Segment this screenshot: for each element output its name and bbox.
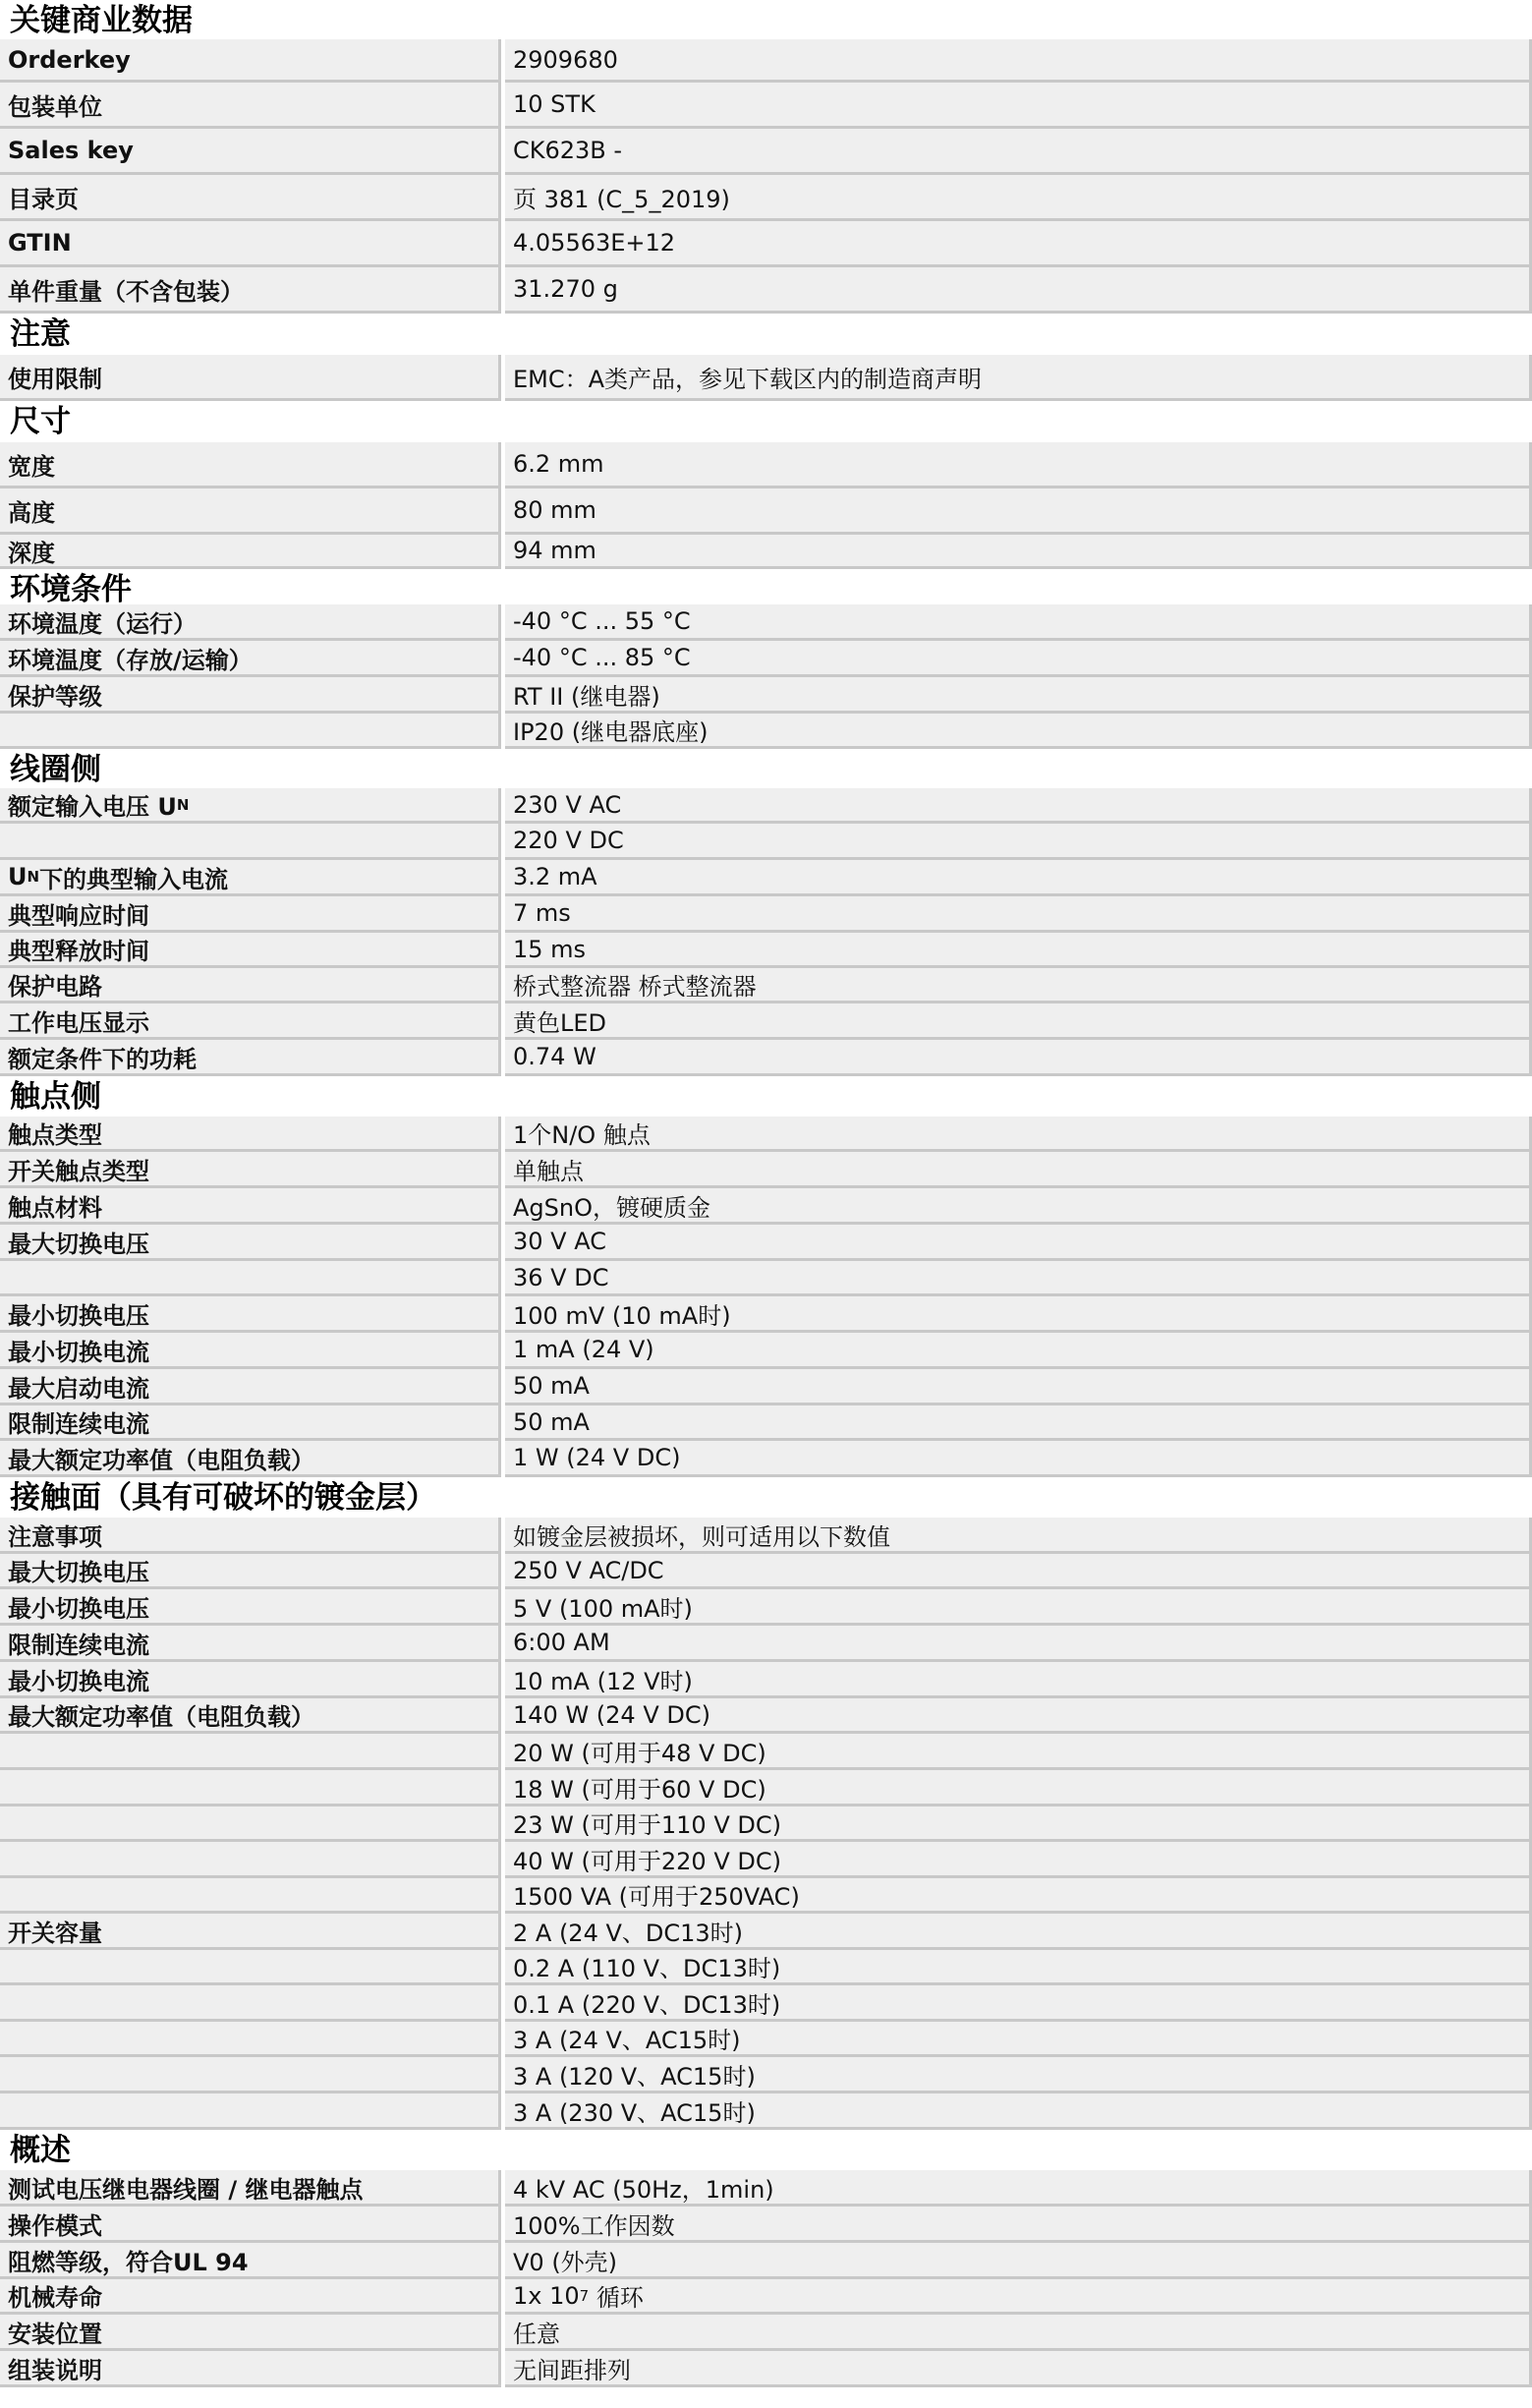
spec-row [0, 896, 1532, 933]
spec-label [0, 968, 501, 1003]
spec-label [0, 175, 501, 221]
spec-label-text: 单件重量（不含包装） [8, 277, 244, 306]
spec-value [505, 355, 1532, 401]
spec-value [505, 1950, 1532, 1985]
spec-row [0, 604, 1532, 641]
spec-row [0, 1369, 1532, 1405]
spec-row [0, 1842, 1532, 1878]
spec-label [0, 1296, 501, 1333]
spec-value [505, 1806, 1532, 1842]
spec-label-text: 触点类型 [8, 1121, 102, 1149]
spec-label [0, 1842, 501, 1878]
spec-value [505, 2315, 1532, 2351]
spec-value [505, 1770, 1532, 1806]
spec-value-text: 250 V AC/DC [513, 1556, 664, 1584]
spec-label [0, 1003, 501, 1040]
spec-value-text: 2 A (24 V、DC13时) [513, 1919, 744, 1947]
spec-value [505, 2207, 1532, 2243]
spec-label-text: 开关触点类型 [8, 1157, 149, 1185]
section-title: 触点侧 [10, 1079, 101, 1115]
spec-value-text: 6:00 AM [513, 1629, 610, 1656]
spec-label-text: 使用限制 [8, 365, 102, 393]
spec-row [0, 1225, 1532, 1261]
spec-value [505, 267, 1532, 314]
spec-value [505, 442, 1532, 488]
spec-value [505, 535, 1532, 569]
spec-label [0, 39, 501, 83]
spec-label [0, 267, 501, 314]
spec-row [0, 1914, 1532, 1950]
spec-label-text: 操作模式 [8, 2211, 102, 2240]
spec-row [0, 1554, 1532, 1589]
spec-value [505, 1040, 1532, 1076]
spec-label [0, 2279, 501, 2315]
spec-row [0, 2351, 1532, 2387]
spec-value-text: 6.2 mm [513, 450, 604, 478]
spec-value [505, 129, 1532, 175]
spec-value-text: CK623B - [513, 137, 623, 164]
spec-label-text: 下的典型输入电流 [39, 865, 229, 893]
spec-label-text: 最小切换电压 [8, 1594, 149, 1623]
spec-label [0, 1914, 501, 1950]
spec-label [0, 604, 501, 641]
spec-label [0, 355, 501, 401]
spec-label [0, 1225, 501, 1261]
spec-label [0, 1261, 501, 1296]
spec-value [505, 824, 1532, 860]
spec-value-text: V0 (外壳) [513, 2248, 618, 2276]
spec-value-text: RT II (继电器) [513, 682, 660, 711]
spec-value-text: 3 A (24 V、AC15时) [513, 2027, 741, 2054]
spec-value-text: 140 W (24 V DC) [513, 1700, 710, 1729]
spec-row [0, 788, 1532, 824]
spec-value [505, 1734, 1532, 1770]
spec-label [0, 1734, 501, 1770]
spec-label-text: 环境温度（存放/运输） [8, 646, 253, 674]
spec-value-text: 30 V AC [513, 1228, 606, 1255]
spec-value [505, 1518, 1532, 1554]
spec-value [505, 788, 1532, 824]
spec-row [0, 39, 1532, 83]
spec-label-text: 环境温度（运行） [8, 609, 197, 638]
spec-label-text: 保护电路 [8, 973, 102, 1001]
spec-value-text: 1 W (24 V DC) [513, 1444, 681, 1471]
spec-label [0, 488, 501, 535]
spec-label-text: 宽度 [8, 452, 55, 481]
spec-row [0, 968, 1532, 1003]
spec-row [0, 2315, 1532, 2351]
spec-value [505, 2170, 1532, 2207]
spec-row [0, 1405, 1532, 1441]
spec-value-text: 0.1 A (220 V、DC13时) [513, 1990, 781, 2019]
spec-row [0, 1626, 1532, 1662]
spec-row [0, 1333, 1532, 1369]
spec-value [505, 1914, 1532, 1950]
spec-label-text: 高度 [8, 498, 55, 527]
spec-row [0, 1261, 1532, 1296]
spec-value-text: 10 mA (12 V时) [513, 1667, 693, 1695]
spec-value [505, 1405, 1532, 1441]
spec-value-text: 2909680 [513, 45, 618, 74]
spec-label [0, 1770, 501, 1806]
spec-row [0, 1698, 1532, 1734]
spec-value-text: 5 V (100 mA时) [513, 1594, 693, 1623]
spec-value [505, 83, 1532, 129]
spec-value-text: 36 V DC [513, 1263, 609, 1291]
spec-value [505, 714, 1532, 749]
spec-row [0, 677, 1532, 714]
spec-row [0, 1518, 1532, 1554]
spec-value [505, 1003, 1532, 1040]
spec-label-text: 触点材料 [8, 1193, 102, 1222]
spec-row [0, 175, 1532, 221]
spec-label-text: 最大启动电流 [8, 1374, 149, 1403]
spec-row [0, 488, 1532, 535]
spec-value-text: 3 A (230 V、AC15时) [513, 2098, 756, 2127]
spec-value [505, 641, 1532, 677]
spec-value-text: -40 °C ... 55 °C [513, 607, 691, 635]
spec-value [505, 604, 1532, 641]
spec-value-text: 10 STK [513, 90, 596, 118]
spec-value [505, 1626, 1532, 1662]
spec-label-text: 包装单位 [8, 92, 102, 121]
spec-value-text: 15 ms [513, 935, 587, 963]
spec-label [0, 2170, 501, 2207]
spec-value-text: 1个N/O 触点 [513, 1121, 651, 1149]
spec-value-text: 黄色LED [513, 1008, 607, 1037]
spec-value [505, 1296, 1532, 1333]
spec-value-text: 3.2 mA [513, 863, 597, 890]
spec-value-text: 94 mm [513, 537, 596, 564]
spec-label [0, 933, 501, 968]
spec-row [0, 2057, 1532, 2093]
spec-label-text: 典型释放时间 [8, 938, 149, 965]
spec-value-text: 40 W (可用于220 V DC) [513, 1847, 781, 1875]
spec-value-text: 4.05563E+12 [513, 229, 676, 257]
spec-label [0, 2207, 501, 2243]
spec-row [0, 933, 1532, 968]
spec-label [0, 1518, 501, 1554]
spec-value [505, 1369, 1532, 1405]
spec-row [0, 2093, 1532, 2130]
spec-label-text: 限制连续电流 [8, 1410, 149, 1438]
spec-label [0, 1117, 501, 1152]
spec-label-text: 最大切换电压 [8, 1230, 149, 1258]
spec-value [505, 2093, 1532, 2130]
spec-value [505, 488, 1532, 535]
spec-label-text: 最小切换电流 [8, 1667, 149, 1695]
spec-value-unit: 循环 [589, 2284, 644, 2312]
spec-value [505, 1117, 1532, 1152]
spec-row [0, 1589, 1532, 1626]
spec-value-text: 如镀金层被损坏，则可适用以下数值 [513, 1522, 890, 1551]
spec-value-text: 230 V AC [513, 790, 622, 819]
spec-label: U N 下的典型输入电流 [0, 860, 501, 896]
spec-value-text: IP20 (继电器底座) [513, 718, 709, 746]
spec-value-text: 220 V DC [513, 827, 624, 854]
spec-row [0, 860, 1532, 896]
spec-value [505, 677, 1532, 714]
spec-row [0, 1296, 1532, 1333]
spec-label [0, 677, 501, 714]
spec-row [0, 129, 1532, 175]
spec-label [0, 2022, 501, 2057]
spec-label-text: 保护等级 [8, 682, 102, 711]
spec-label [0, 1806, 501, 1842]
spec-value-text: 单触点 [513, 1157, 584, 1185]
spec-label-text: 安装位置 [8, 2320, 102, 2348]
spec-row [0, 824, 1532, 860]
spec-value-text: 100 mV (10 mA时) [513, 1301, 731, 1330]
spec-label [0, 2315, 501, 2351]
spec-value [505, 1554, 1532, 1589]
spec-value-text: 50 mA [513, 1372, 590, 1400]
spec-row [0, 442, 1532, 488]
section-title: 概述 [10, 2133, 71, 2168]
spec-value [505, 2243, 1532, 2279]
spec-label-text: 组装说明 [8, 2356, 102, 2384]
spec-label [0, 2351, 501, 2387]
spec-row [0, 2279, 1532, 2315]
spec-row [0, 714, 1532, 749]
section-title: 线圈侧 [10, 752, 101, 787]
spec-label [0, 83, 501, 129]
spec-row [0, 1188, 1532, 1225]
spec-label [0, 1441, 501, 1477]
spec-value-text: 0.2 A (110 V、DC13时) [513, 1955, 781, 1982]
spec-row [0, 2243, 1532, 2279]
spec-value-text: 20 W (可用于48 V DC) [513, 1739, 766, 1767]
spec-label-text: 额定输入电压 U [8, 793, 177, 821]
spec-label-text: Orderkey [8, 45, 131, 74]
spec-value-text: 任意 [513, 2320, 560, 2348]
spec-label [0, 535, 501, 569]
spec-row [0, 83, 1532, 129]
spec-label-text: 机械寿命 [8, 2284, 102, 2312]
spec-label [0, 2093, 501, 2130]
spec-label-text: Sales key [8, 137, 134, 164]
spec-value [505, 1225, 1532, 1261]
spec-row [0, 1878, 1532, 1914]
spec-row [0, 1441, 1532, 1477]
spec-label [0, 824, 501, 860]
section-title: 注意 [10, 316, 71, 352]
spec-value [505, 2057, 1532, 2093]
spec-label [0, 1698, 501, 1734]
spec-value [505, 1333, 1532, 1369]
spec-value-text: -40 °C ... 85 °C [513, 644, 691, 671]
spec-value-text: 1x 10 [513, 2281, 580, 2310]
spec-label-text: 测试电压继电器线圈 / 继电器触点 [8, 2175, 364, 2204]
section-title: 接触面（具有可破坏的镀金层） [10, 1480, 436, 1516]
spec-row [0, 535, 1532, 569]
spec-label [0, 2243, 501, 2279]
spec-label-text: 深度 [8, 539, 55, 567]
spec-label-text: 阻燃等级，符合UL 94 [8, 2248, 249, 2276]
spec-value [505, 933, 1532, 968]
spec-row [0, 1770, 1532, 1806]
spec-value [505, 39, 1532, 83]
spec-value [505, 860, 1532, 896]
spec-value-text: 无间距排列 [513, 2356, 631, 2384]
spec-value [505, 2351, 1532, 2387]
spec-label [0, 1554, 501, 1589]
spec-label-text: 最大额定功率值（电阻负载） [8, 1703, 314, 1731]
spec-label-text: 最小切换电流 [8, 1338, 149, 1366]
spec-row [0, 1806, 1532, 1842]
spec-row [0, 1152, 1532, 1188]
spec-value [505, 1152, 1532, 1188]
spec-label [0, 1152, 501, 1188]
spec-label-text: 最大额定功率值（电阻负载） [8, 1446, 314, 1474]
spec-label [0, 1333, 501, 1369]
spec-value-text: 4 kV AC (50Hz，1min) [513, 2175, 774, 2204]
spec-row [0, 2207, 1532, 2243]
spec-row [0, 221, 1532, 267]
spec-value [505, 1842, 1532, 1878]
spec-value-text: 3 A (120 V、AC15时) [513, 2062, 756, 2091]
spec-row [0, 2022, 1532, 2057]
spec-value [505, 1261, 1532, 1296]
spec-label [0, 1662, 501, 1698]
spec-label [0, 1405, 501, 1441]
spec-label-symbol: U [8, 863, 28, 890]
section-title: 关键商业数据 [10, 3, 193, 38]
spec-label [0, 1878, 501, 1914]
spec-label-text: 典型响应时间 [8, 901, 149, 930]
spec-label-text: 工作电压显示 [8, 1008, 149, 1037]
spec-value [505, 1698, 1532, 1734]
spec-row [0, 1985, 1532, 2022]
spec-row [0, 1117, 1532, 1152]
section-title: 环境条件 [10, 572, 132, 604]
spec-value [505, 221, 1532, 267]
spec-value [505, 1878, 1532, 1914]
spec-row [0, 1040, 1532, 1076]
spec-label: 额定输入电压 U N [0, 788, 501, 824]
spec-value-text: 31.270 g [513, 275, 618, 303]
spec-label-text: 目录页 [8, 185, 79, 213]
spec-label [0, 221, 501, 267]
spec-row [0, 641, 1532, 677]
spec-label-text: 额定条件下的功耗 [8, 1045, 197, 1073]
spec-value-text: 桥式整流器 桥式整流器 [513, 973, 757, 1001]
spec-label [0, 714, 501, 749]
spec-value [505, 1985, 1532, 2022]
spec-value [505, 896, 1532, 933]
spec-row [0, 2170, 1532, 2207]
spec-row [0, 1950, 1532, 1985]
spec-value [505, 175, 1532, 221]
spec-value [505, 1589, 1532, 1626]
spec-label [0, 1950, 501, 1985]
spec-value-text: 页 381 (C_5_2019) [513, 185, 730, 213]
spec-label-text: GTIN [8, 229, 72, 257]
spec-row [0, 267, 1532, 314]
spec-label [0, 641, 501, 677]
spec-label [0, 1188, 501, 1225]
section-title: 尺寸 [10, 404, 71, 439]
spec-value-text: 0.74 W [513, 1043, 596, 1070]
spec-value [505, 968, 1532, 1003]
spec-value [505, 1188, 1532, 1225]
spec-value-text: 80 mm [513, 496, 596, 524]
spec-value-text: AgSnO，镀硬质金 [513, 1193, 710, 1222]
spec-row [0, 1734, 1532, 1770]
spec-row [0, 1003, 1532, 1040]
spec-label [0, 1626, 501, 1662]
spec-value-text: EMC：A类产品，参见下载区内的制造商声明 [513, 365, 983, 393]
spec-label [0, 896, 501, 933]
spec-value-text: 100%工作因数 [513, 2211, 675, 2240]
spec-value [505, 1441, 1532, 1477]
spec-label [0, 1589, 501, 1626]
spec-label [0, 442, 501, 488]
spec-row [0, 1662, 1532, 1698]
spec-value [505, 1662, 1532, 1698]
spec-value: 1x 10 7 循环 [505, 2279, 1532, 2315]
spec-value-text: 7 ms [513, 899, 571, 927]
spec-label-text: 最小切换电压 [8, 1301, 149, 1330]
spec-label-text: 最大切换电压 [8, 1559, 149, 1586]
spec-value-text: 1500 VA (可用于250VAC) [513, 1883, 800, 1911]
spec-value-text: 50 mA [513, 1407, 590, 1436]
spec-row [0, 355, 1532, 401]
spec-label [0, 1369, 501, 1405]
spec-value [505, 2022, 1532, 2057]
spec-label-text: 限制连续电流 [8, 1631, 149, 1659]
spec-label [0, 1985, 501, 2022]
spec-value-text: 18 W (可用于60 V DC) [513, 1775, 766, 1804]
spec-label [0, 129, 501, 175]
spec-label [0, 1040, 501, 1076]
spec-label-text: 开关容量 [8, 1919, 102, 1947]
spec-value-text: 23 W (可用于110 V DC) [513, 1811, 781, 1839]
spec-label [0, 2057, 501, 2093]
spec-label-text: 注意事项 [8, 1522, 102, 1551]
spec-value-text: 1 mA (24 V) [513, 1336, 654, 1363]
